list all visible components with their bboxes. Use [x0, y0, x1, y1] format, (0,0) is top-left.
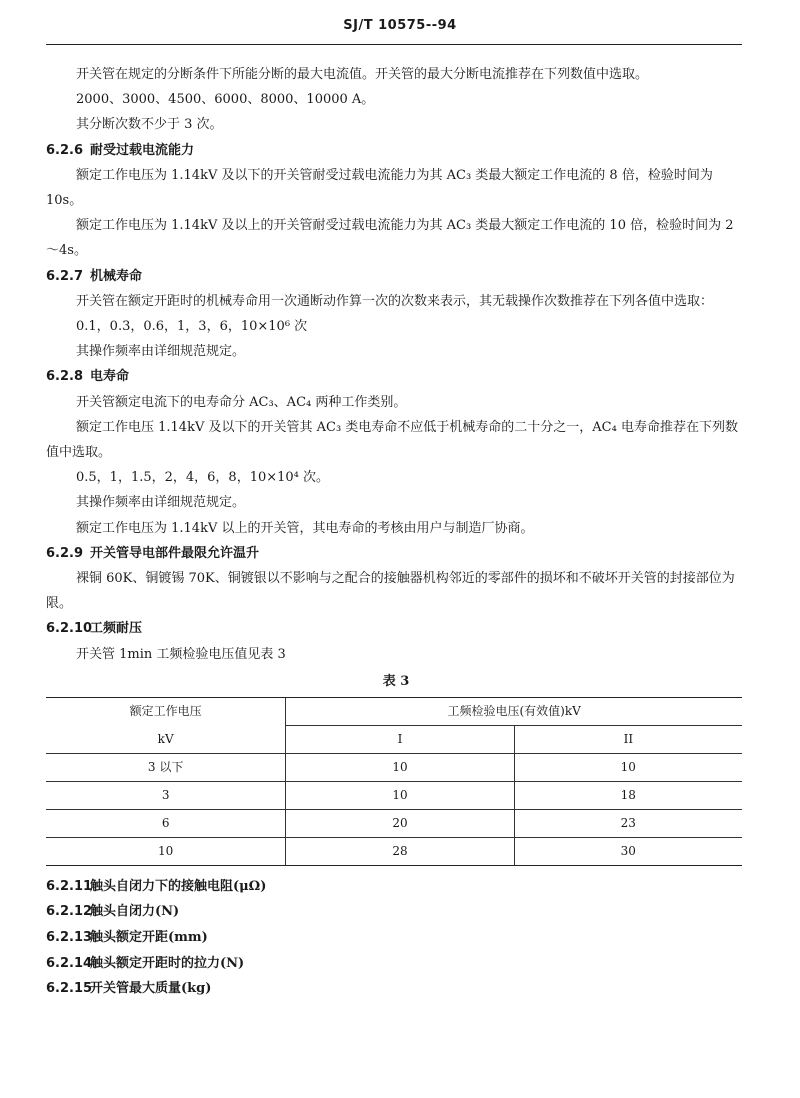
section-title: 触头额定开距(mm): [90, 930, 208, 946]
section-6-2-7: [46, 264, 746, 289]
s628-values: 0.5，1，1.5，2，4，6，8，10×10⁴ 次。: [76, 470, 330, 486]
section-6-2-8: [46, 364, 746, 389]
table-row: [46, 837, 742, 865]
s627-values: 0.1，0.3，0.6，1，3，6，10×10⁶ 次: [76, 319, 308, 335]
section-number: 6.2.9: [46, 545, 84, 561]
cell-voltage: 6: [46, 809, 286, 837]
cell-i: 20: [286, 809, 514, 837]
section-number: 6.2.12: [46, 904, 93, 920]
section-number: 6.2.11: [46, 878, 93, 894]
section-title: 触头自闭力下的接触电阻(μΩ): [90, 878, 267, 894]
section-number: 6.2.15: [46, 981, 93, 997]
table-caption: 表 3: [382, 673, 410, 689]
cell-i: 28: [286, 837, 514, 865]
s627-p1: 开关管在额定开距时的机械寿命用一次通断动作算一次的次数来表示，其无载操作次数推荐在下列各值中选取：: [76, 293, 714, 309]
section-title: 触头自闭力(N): [90, 904, 180, 920]
header-unit-kv: kV: [157, 731, 174, 746]
section-6-2-11: [46, 874, 746, 900]
cell-i: 10: [286, 753, 514, 781]
document-body: [46, 62, 746, 1002]
section-6-2-10: [46, 616, 746, 641]
s626-p1: 额定工作电压为 1.14kV 及以下的开关管耐受过载电流能力为其 AC₃ 类最大额定工作电流的 8 倍，检验时间为 10s。: [46, 167, 713, 209]
section-number: 6.2.6: [46, 142, 84, 158]
section-number: 6.2.13: [46, 930, 93, 946]
cell-ii: 10: [514, 753, 742, 781]
table-row: [46, 753, 742, 781]
s6210-p1: 开关管 1min 工频检验电压值见表 3: [76, 646, 286, 662]
section-title: 开关管最大质量(kg): [90, 981, 212, 997]
section-number: 6.2.7: [46, 268, 84, 284]
section-6-2-14: [46, 951, 746, 977]
s628-p1: 开关管额定电流下的电寿命分 AC₃、AC₄ 两种工作类别。: [76, 394, 407, 410]
header-sub-ii: II: [514, 725, 742, 753]
cell-voltage: 3 以下: [46, 753, 286, 781]
table-row: [46, 781, 742, 809]
intro-times: 其分断次数不少于 3 次。: [76, 117, 223, 133]
intro-paragraph: 开关管在规定的分断条件下所能分断的最大电流值。开关管的最大分断电流推荐在下列数值中选取。: [76, 67, 649, 82]
section-6-2-13: [46, 925, 746, 951]
s628-p4: 额定工作电压为 1.14kV 以上的开关管，其电寿命的考核由用户与制造厂协商。: [76, 520, 534, 536]
cell-voltage: 10: [46, 837, 286, 865]
page-header: SJ/T 10575--94: [343, 18, 457, 33]
intro-values: 2000、3000、4500、6000、8000、10000 A。: [76, 92, 375, 108]
section-title: 工频耐压: [90, 621, 143, 637]
s626-p2: 额定工作电压为 1.14kV 及以上的开关管耐受过载电流能力为其 AC₃ 类最大额定工作电流的 10 倍，检验时间为 2～4s。: [46, 218, 734, 259]
table-3: [46, 697, 742, 866]
s629-p1: 裸铜 60K、铜镀锡 70K、铜镀银以不影响与之配合的接触器机构邻近的零部件的损坏和不破坏开关管的封接部位为限。: [46, 571, 735, 612]
section-6-2-15: [46, 976, 746, 1002]
section-title: 开关管导电部件最限允许温升: [90, 545, 260, 561]
cell-voltage: 3: [46, 781, 286, 809]
trailing-sections: [46, 874, 746, 1002]
section-title: 耐受过载电流能力: [90, 142, 195, 158]
section-6-2-9: [46, 541, 746, 566]
s627-p2: 其操作频率由详细规范规定。: [76, 344, 246, 360]
cell-ii: 23: [514, 809, 742, 837]
section-6-2-6: [46, 138, 746, 163]
cell-i: 10: [286, 781, 514, 809]
s628-p3: 其操作频率由详细规范规定。: [76, 495, 246, 511]
section-6-2-12: [46, 899, 746, 925]
header-test-voltage: 工频检验电压(有效值)kV: [286, 697, 742, 725]
header-rated-voltage: 额定工作电压: [46, 697, 286, 725]
section-number: 6.2.10: [46, 621, 93, 637]
section-number: 6.2.14: [46, 955, 93, 971]
table-row: [46, 809, 742, 837]
section-title: 电寿命: [90, 369, 130, 385]
header-rule: [46, 44, 742, 45]
cell-ii: 30: [514, 837, 742, 865]
section-title: 机械寿命: [90, 268, 143, 284]
header-sub-i: I: [286, 725, 514, 753]
s628-p2: 额定工作电压 1.14kV 及以下的开关管其 AC₃ 类电寿命不应低于机械寿命的二十分之一，AC₄ 电寿命推荐在下列数值中选取。: [46, 419, 738, 461]
section-title: 触头额定开距时的拉力(N): [90, 955, 245, 971]
cell-ii: 18: [514, 781, 742, 809]
section-number: 6.2.8: [46, 369, 84, 385]
